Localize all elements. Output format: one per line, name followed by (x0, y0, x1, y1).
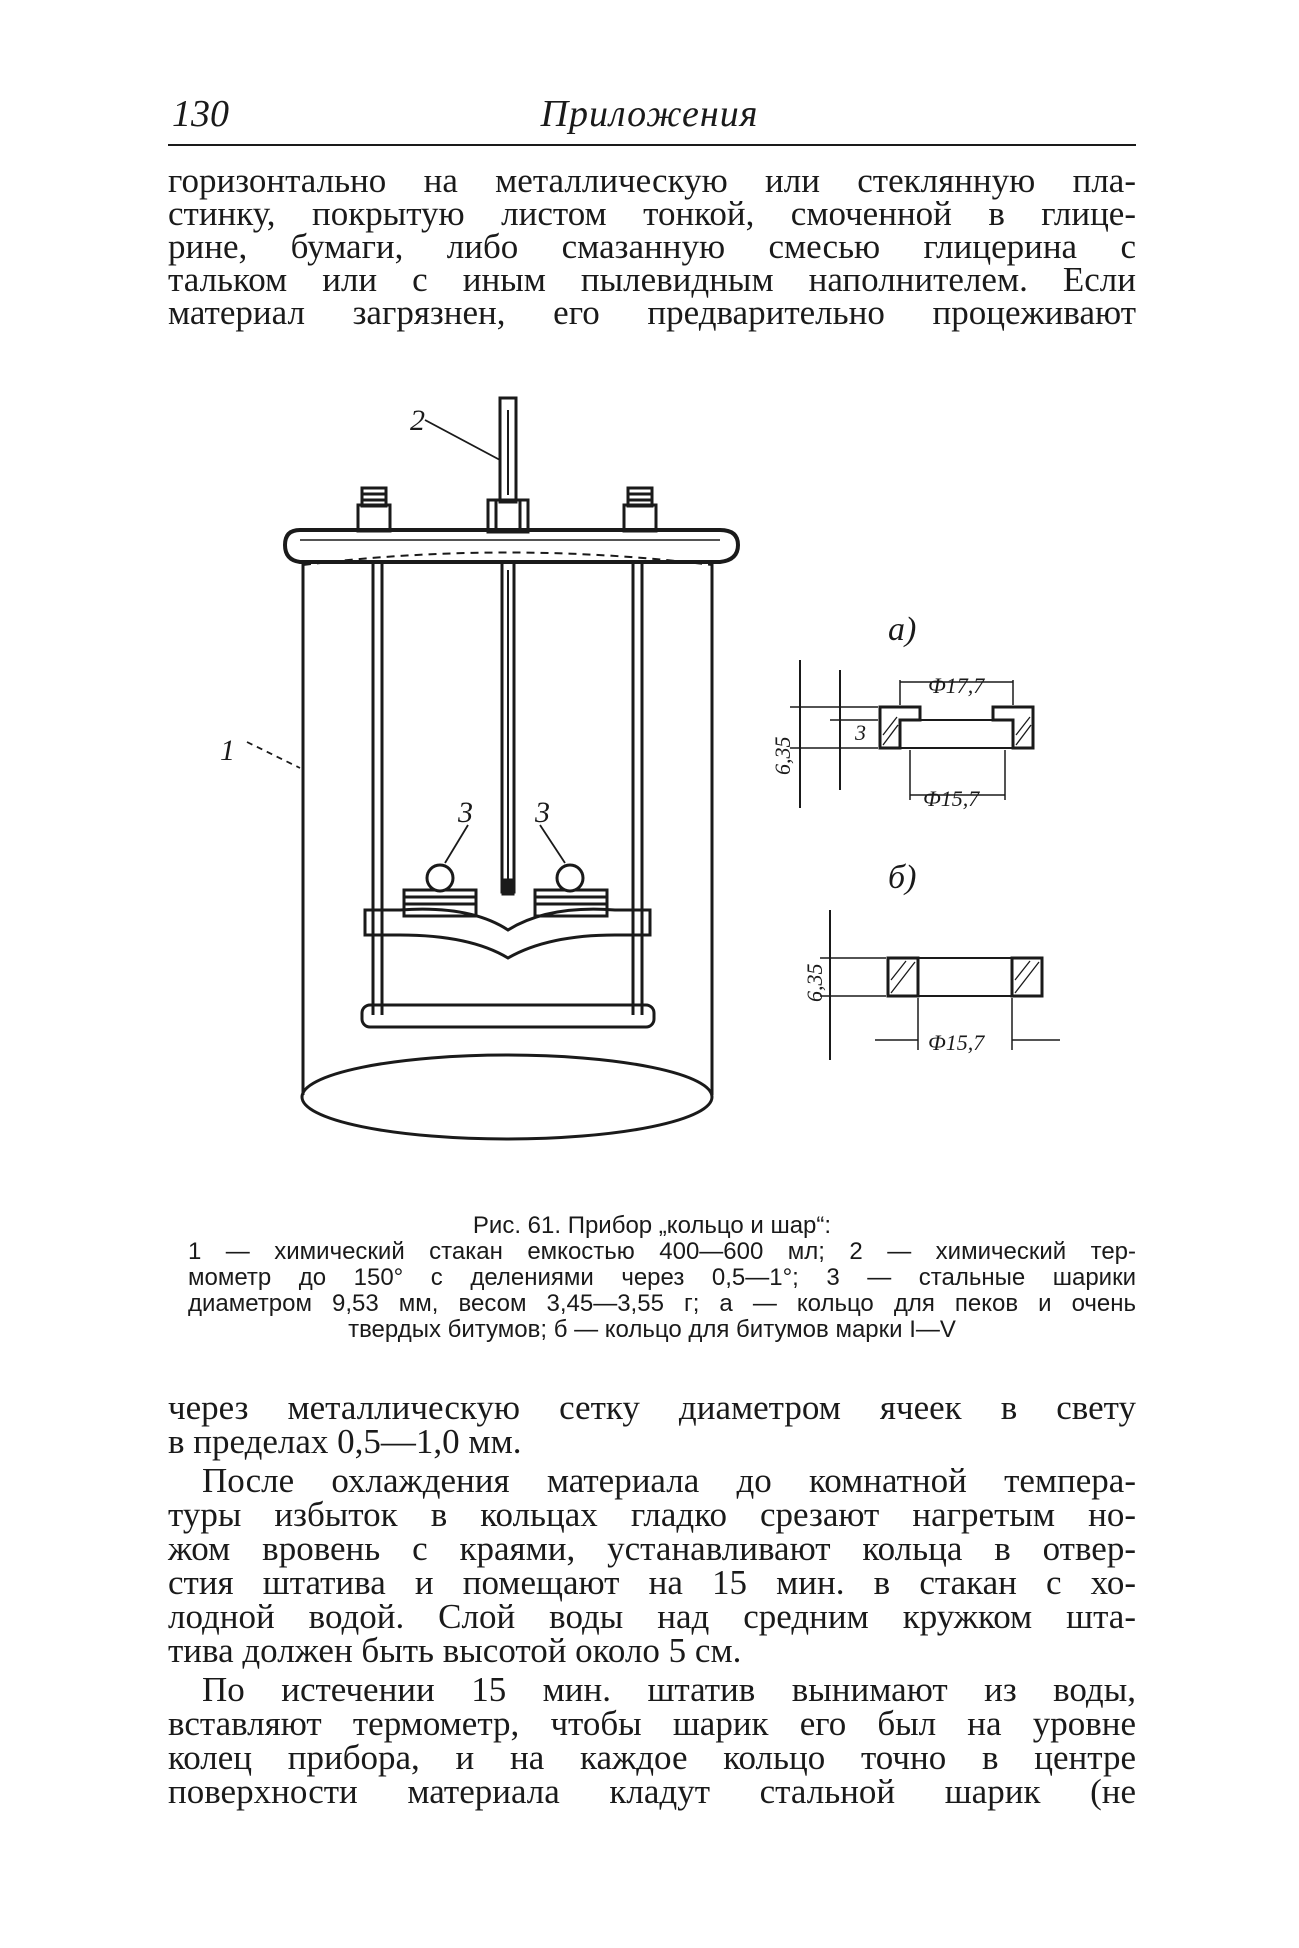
dim-a-step: 3 (855, 720, 866, 745)
paragraph-line: вставляют термометр, чтобы шарик его был на уровне (168, 1704, 1136, 1743)
nut-right (624, 488, 656, 531)
figure-caption-title: Рис. 61. Прибор „кольцо и шар“: (472, 1212, 832, 1239)
paragraph-line: По истечении 15 мин. штатив вынимают из воды, (202, 1670, 1136, 1709)
paragraph-line: материал загрязнен, его предварительно процеживают (168, 293, 1136, 332)
thermometer (500, 398, 516, 894)
paragraph-line: лодной водой. Слой воды над средним кружком шта- (168, 1597, 1136, 1636)
page-number: 130 (172, 93, 229, 135)
label-ring-b: б) (888, 859, 917, 896)
label-thermometer: 2 (410, 404, 425, 437)
dim-b-height: 6,35 (802, 963, 827, 1002)
paragraph-line: тива должен быть высотой около 5 см. (168, 1631, 742, 1670)
dim-a-inner: Ф15,7 (923, 786, 980, 811)
paragraph-line: через металлическую сетку диаметром ячеек в свету (168, 1388, 1136, 1427)
paragraph-line: горизонтально на металлическую или стеклянную пла- (168, 161, 1136, 200)
figure-caption-line: твердых битумов; б — кольцо для битумов марки I—V (348, 1316, 956, 1343)
dim-a-height: 6,35 (770, 736, 795, 775)
paragraph-line: в пределах 0,5—1,0 мм. (168, 1422, 522, 1461)
paragraph-line: жом вровень с краями, устанавливают кольца в отвер- (168, 1529, 1136, 1568)
paragraph-line: После охлаждения материала до комнатной темпера- (202, 1461, 1136, 1500)
paragraph-line: поверхности материала кладут стальной шарик (не (168, 1772, 1136, 1811)
nut-left (358, 488, 390, 531)
label-ring-a: а) (888, 611, 917, 648)
label-beaker: 1 (220, 734, 235, 767)
paragraph-line: стинку, покрытую листом тонкой, смоченной в глице- (168, 194, 1136, 233)
dim-a-outer: Ф17,7 (928, 673, 985, 698)
thermometer-holder (488, 500, 528, 532)
ring-a-section (790, 660, 1033, 808)
paragraph-line: стия штатива и помещают на 15 мин. в стакан с хо- (168, 1563, 1136, 1602)
figure-caption-line: 1 — химический стакан емкостью 400—600 мл; 2 — химический тер- (188, 1238, 1136, 1265)
label-ball-left: 3 (458, 796, 473, 829)
dim-b-diameter: Ф15,7 (928, 1030, 985, 1055)
paragraph-line: туры избыток в кольцах гладко срезают нагретым но- (168, 1495, 1136, 1534)
paragraph-line: тальком или с иным пылевидным наполнителем. Если (168, 260, 1136, 299)
figure-caption-line: мометр до 150° с делениями через 0,5—1°; 3 — стальные шарики (188, 1264, 1136, 1291)
paragraph-line: колец прибора, и на каждое кольцо точно в центре (168, 1738, 1136, 1777)
paragraph-line: рине, бумаги, либо смазанную смесью глицерина с (168, 227, 1136, 266)
lid-plate (285, 530, 738, 562)
figure-caption-line: диаметром 9,53 мм, весом 3,45—3,55 г; а — кольцо для пеков и очень (188, 1290, 1136, 1317)
running-title: Приложения (540, 93, 759, 135)
bottom-plate (362, 1005, 654, 1027)
label-ball-right: 3 (535, 796, 550, 829)
